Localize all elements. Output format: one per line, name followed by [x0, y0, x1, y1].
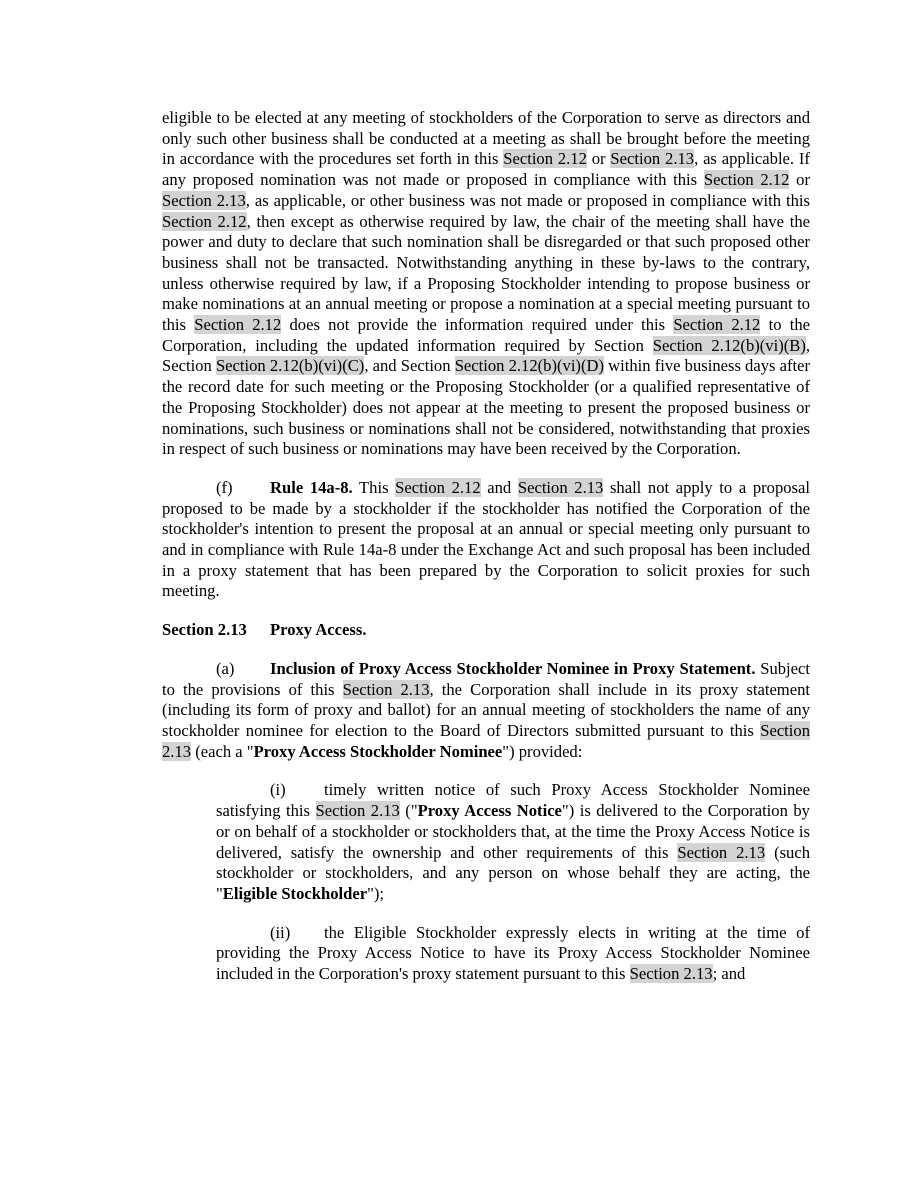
section-link[interactable]: Section 2.12 — [162, 211, 247, 231]
defined-term: Proxy Access Notice — [417, 801, 562, 821]
paragraph-f: (f) Rule 14a-8. This Section 2.12 and Section 2.13 shall not apply to a proposal proposed to be made by a stockholder if the stockholder has notified the Corporation of the stockholder's intention to present the proposal at an annual or special meeting only pursuant to and in compliance with Rule 14a-8 under the Exchange Act and such proposal has been included in a proxy statement that has been prepared by the Corporation to solicit proxies for such meeting. — [162, 477, 810, 601]
section-link[interactable]: Section 2.13 — [315, 801, 400, 821]
section-link[interactable]: Section 2.12 — [703, 170, 790, 190]
section-link[interactable]: Section 2.13 — [629, 964, 713, 984]
section-link[interactable]: Section 2.12 — [395, 477, 481, 497]
section-heading — [162, 620, 810, 641]
section-link[interactable]: Section 2.12 — [194, 315, 282, 335]
section-link[interactable]: Section 2.12 — [673, 315, 761, 335]
subparagraph-ii: (ii) the Eligible Stockholder expressly elects in writing at the time of providing the Proxy Access Notice to have its Proxy Access Stockholder Nominee included in the Corporation's proxy statement pursuant to this Section 2.13; and — [216, 922, 810, 984]
section-link[interactable]: Section 2.13 — [610, 149, 695, 169]
paragraph-continuation: eligible to be elected at any meeting of stockholders of the Corporation to serve as directors and only such other business shall be conducted at a meeting as shall be brought before the meeting in accordance with the procedures set forth in this Section 2.12 or Section 2.13, as applicable. If any proposed nomination was not made or proposed in compliance with this Section 2.12 or Section 2.13, as applicable, or other business was not made or proposed in compliance with this Section 2.12, then except as otherwise required by law, the chair of the meeting shall have the power and duty to declare that such nomination shall be disregarded or that such proposed other business shall not be transacted. Notwithstanding anything in these by-laws to the contrary, unless otherwise required by law, if a Proposing Stockholder intending to propose business or make nominations at an annual meeting or propose a nomination at a special meeting pursuant to this Section 2.12 does not provide the information required under this Section 2.12 to the Corporation, including the updated information required by Section Section 2.12(b)(vi)(B), Section Section 2.12(b)(vi)(C), and Section Section 2.12(b)(vi)(D) within five business days after the record date for such meeting or the Proposing Stockholder (or a qualified representative of the Proposing Stockholder) does not appear at the meeting to present the proposed business or nominations, such business or nominations shall not be considered, notwithstanding that proxies in respect of such business or nominations may have been received by the Corporation. — [162, 108, 811, 459]
section-link[interactable]: Section 2.13 — [677, 842, 766, 862]
section-link[interactable]: Section 2.13 — [342, 679, 430, 699]
paragraph-number: (a) — [216, 658, 235, 678]
section-number: Section 2.13 — [162, 620, 247, 640]
section-link[interactable]: Section 2.12(b)(vi)(C) — [215, 356, 365, 376]
section-link[interactable]: Section 2.13 — [162, 190, 246, 210]
section-title: Proxy Access. — [270, 620, 367, 640]
section-link[interactable]: Section 2.13 — [162, 720, 810, 761]
section-link[interactable]: Section 2.12(b)(vi)(B) — [652, 335, 806, 355]
subparagraph-i: (i) timely written notice of such Proxy Access Stockholder Nominee satisfying this Section 2.13 ("Proxy Access Notice") is delivered to the Corporation by or on behalf of a stockholder or stockholders that, at the time the Proxy Access Notice is delivered, satisfy the ownership and other requirements of this Section 2.13 (such stockholder or stockholders, and any person on whose behalf they are acting, the "Eligible Stockholder"); — [216, 780, 811, 903]
paragraph-number: (f) — [216, 477, 233, 497]
document-page — [162, 108, 810, 985]
paragraph-a: (a) Inclusion of Proxy Access Stockholder Nominee in Proxy Statement. Subject to the provisions of this Section 2.13, the Corporation shall include in its proxy statement (including its form of proxy and ballot) for an annual meeting of stockholders the name of any stockholder nominee for election to the Board of Directors submitted pursuant to this Section 2.13 (each a "Proxy Access Stockholder Nominee") provided: — [162, 658, 810, 761]
paragraph-heading: Rule 14a-8. — [270, 477, 353, 497]
section-link[interactable]: Section 2.12 — [503, 149, 587, 169]
section-link[interactable]: Section 2.13 — [517, 477, 604, 497]
paragraph-heading: Inclusion of Proxy Access Stockholder Nominee in Proxy Statement. — [270, 658, 756, 678]
defined-term: Proxy Access Stockholder Nominee — [253, 741, 503, 761]
section-link[interactable]: Section 2.12(b)(vi)(D) — [454, 356, 604, 376]
defined-term: Eligible Stockholder — [222, 883, 368, 903]
paragraph-number: (i) — [270, 780, 286, 800]
paragraph-number: (ii) — [270, 922, 291, 942]
